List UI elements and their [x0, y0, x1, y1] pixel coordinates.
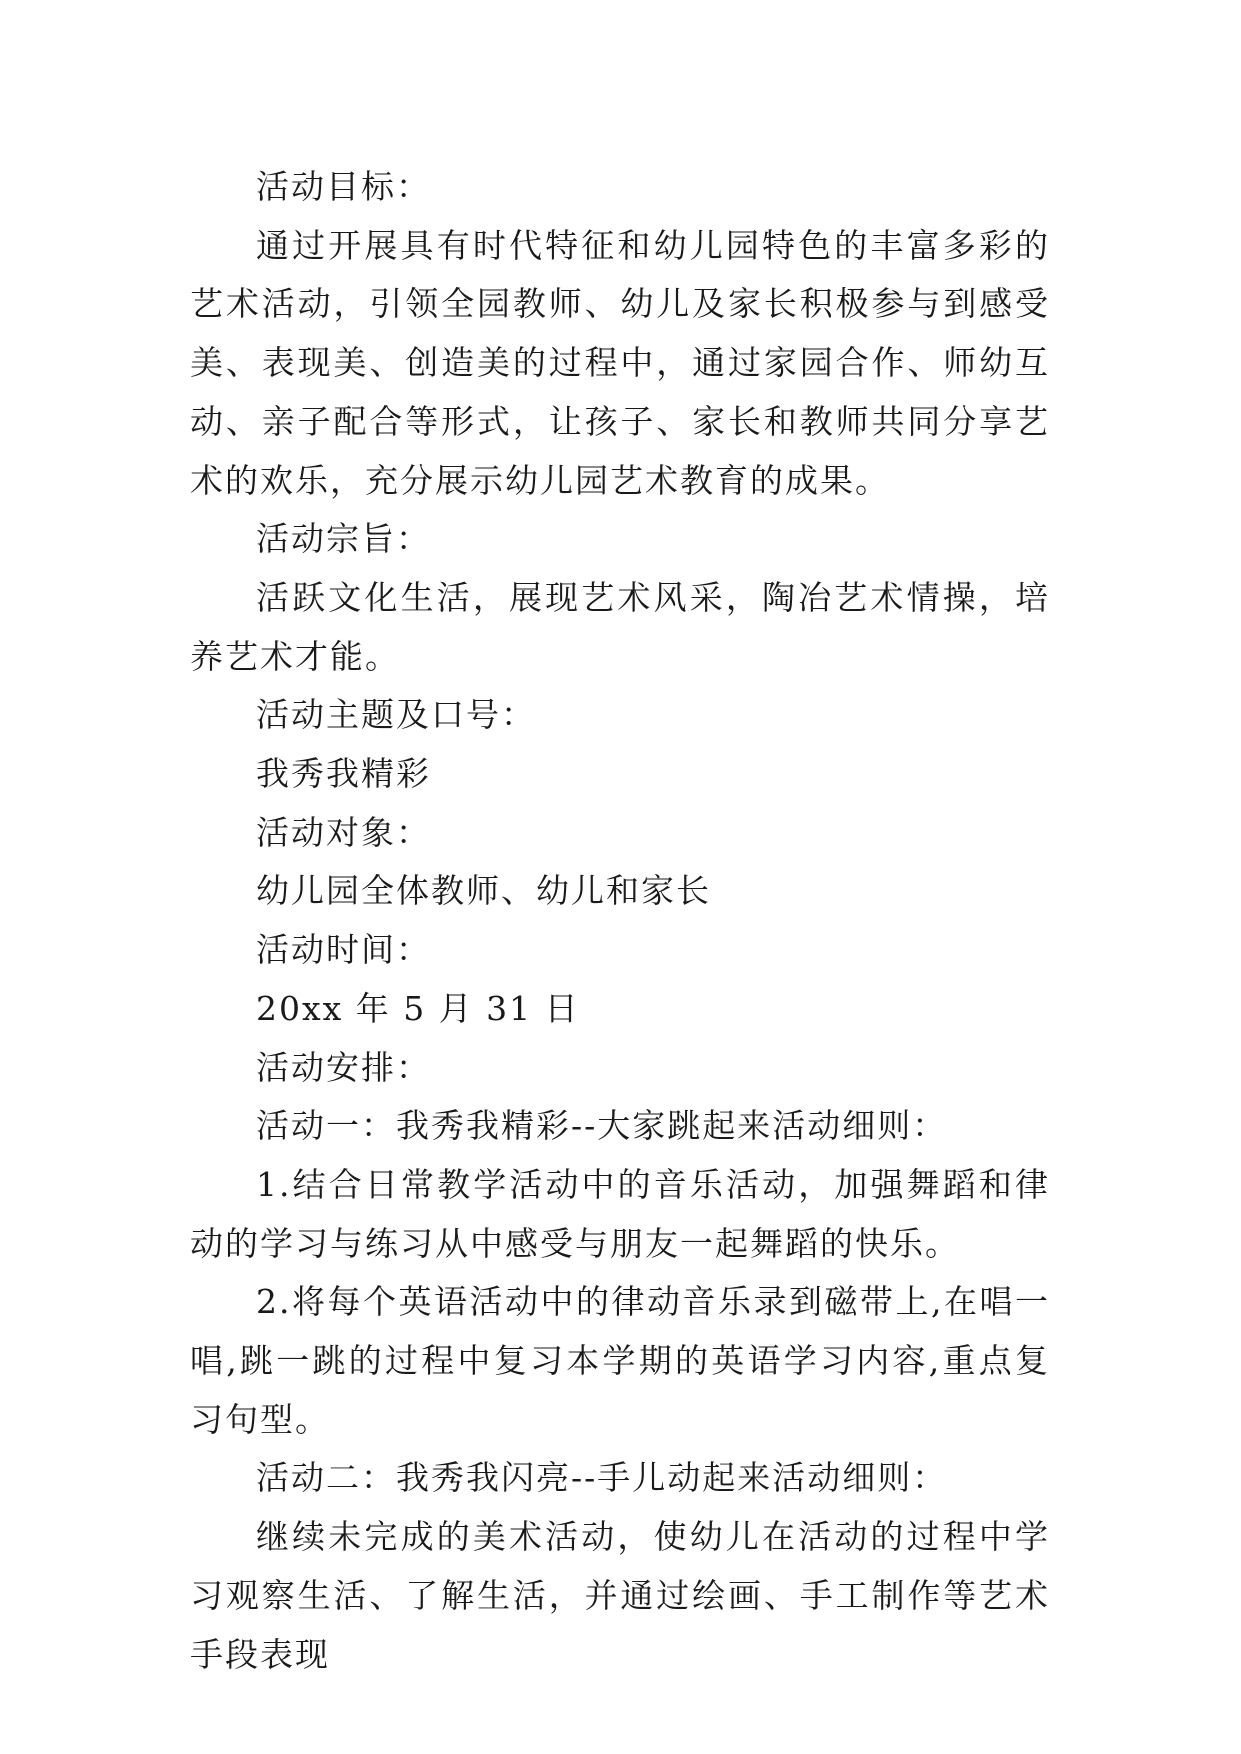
- activity-one-heading: 活动一：我秀我精彩--大家跳起来活动细则：: [256, 1106, 948, 1146]
- document-page: [190, 158, 1050, 1684]
- goal-text: 通过开展具有时代特征和幼儿园特色的丰富多彩的艺术活动，引领全园教师、幼儿及家长积极参与到感受美、表现美、创造美的过程中，通过家园合作、师幼互动、亲子配合等形式，让孩子、家长和教师共同分享艺术的欢乐，充分展示幼儿园艺术教育的成果。: [190, 225, 1050, 500]
- heading-time: 活动时间：: [256, 930, 431, 970]
- time-text: 20xx 年 5 月 31 日: [256, 988, 580, 1028]
- purpose-text: 活跃文化生活，展现艺术风采，陶冶艺术情操，培养艺术才能。: [190, 577, 1050, 676]
- heading-theme: 活动主题及口号：: [256, 695, 536, 735]
- heading-purpose: 活动宗旨：: [256, 519, 431, 559]
- audience-text: 幼儿园全体教师、幼儿和家长: [256, 871, 711, 911]
- theme-text: 我秀我精彩: [256, 754, 431, 794]
- heading-schedule: 活动安排：: [256, 1047, 431, 1087]
- activity-two-heading: 活动二：我秀我闪亮--手儿动起来活动细则：: [256, 1458, 948, 1498]
- heading-audience: 活动对象：: [256, 812, 431, 852]
- heading-goal: 活动目标：: [256, 167, 431, 206]
- activity-one-item-2: 2.将每个英语活动中的律动音乐录到磁带上,在唱一唱,跳一跳的过程中复习本学期的英语学习内容,重点复习句型。: [190, 1282, 1050, 1439]
- activity-two-text: 继续未完成的美术活动，使幼儿在活动的过程中学习观察生活、了解生活，并通过绘画、手工制作等艺术手段表现: [190, 1517, 1050, 1674]
- activity-one-item-1: 1.结合日常教学活动中的音乐活动，加强舞蹈和律动的学习与练习从中感受与朋友一起舞蹈的快乐。: [190, 1164, 1050, 1263]
